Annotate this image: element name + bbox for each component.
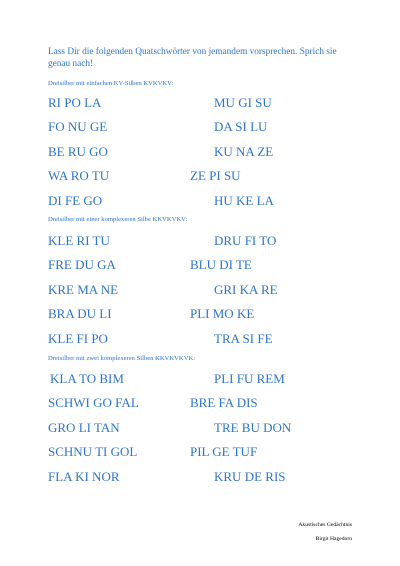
nonsense-word: PIL GE TUF xyxy=(190,444,258,459)
word-row xyxy=(0,95,400,113)
word-row xyxy=(0,282,400,300)
nonsense-word: RI PO LA xyxy=(48,95,102,110)
nonsense-word: PLI FU REM xyxy=(214,371,285,386)
nonsense-word: SCHWI GO FAL xyxy=(48,395,139,410)
nonsense-word: GRO LI TAN xyxy=(48,420,120,435)
nonsense-word: BE RU GO xyxy=(48,144,108,159)
word-row xyxy=(0,469,400,487)
nonsense-word: KLA TO BIM xyxy=(50,371,124,386)
word-row xyxy=(0,444,400,462)
word-row xyxy=(0,119,400,137)
nonsense-word: MU GI SU xyxy=(214,95,272,110)
nonsense-word: KU NA ZE xyxy=(214,144,274,159)
nonsense-word: PLI MO KE xyxy=(190,306,255,321)
nonsense-word: SCHNU TI GOL xyxy=(48,444,138,459)
nonsense-word: DI FE GO xyxy=(48,193,103,208)
word-row xyxy=(0,168,400,186)
word-row xyxy=(0,331,400,349)
instruction-text: Lass Dir die folgenden Quatschwörter von jemandem vorsprechen. Sprich sie genau nach! xyxy=(48,47,337,69)
nonsense-word: FLA KI NOR xyxy=(48,469,120,484)
nonsense-word: GRI KA RE xyxy=(214,282,278,297)
word-row xyxy=(0,257,400,275)
nonsense-word: KLE FI PO xyxy=(48,331,108,346)
footer-author: Birgit Hagedorn xyxy=(315,536,352,542)
section-label-simple: Dreisilber mit einfachen KV-Silben KVKVKV: xyxy=(48,80,174,87)
nonsense-word: DA SI LU xyxy=(214,119,268,134)
word-row xyxy=(0,306,400,324)
word-row xyxy=(0,144,400,162)
nonsense-word: KRE MA NE xyxy=(48,282,119,297)
word-row xyxy=(0,233,400,251)
nonsense-word: KLE RI TU xyxy=(48,233,110,248)
nonsense-word: HU KE LA xyxy=(214,193,274,208)
word-row xyxy=(0,193,400,211)
nonsense-word: DRU FI TO xyxy=(214,233,277,248)
nonsense-word: TRA SI FE xyxy=(214,331,273,346)
nonsense-word: BRE FA DIS xyxy=(190,395,258,410)
word-row xyxy=(0,371,400,389)
nonsense-word: TRE BU DON xyxy=(214,420,292,435)
footer-title: Akustisches Gedächtnis xyxy=(298,522,352,528)
nonsense-word: FRE DU GA xyxy=(48,257,116,272)
section-label-two-complex: Dreisilber mit zwei komplexeren Silben KKVKVKVK: xyxy=(48,355,196,362)
nonsense-word: BRA DU LI xyxy=(48,306,112,321)
nonsense-word: FO NU GE xyxy=(48,119,108,134)
nonsense-word: ZE PI SU xyxy=(190,168,241,183)
word-row xyxy=(0,395,400,413)
nonsense-word: KRU DE RIS xyxy=(214,469,286,484)
word-row xyxy=(0,420,400,438)
nonsense-word: BLU DI TE xyxy=(190,257,252,272)
nonsense-word: WA RO TU xyxy=(48,168,110,183)
section-label-one-complex: Dreisilber mit einer komplexeren Silbe KKVKVKV: xyxy=(48,216,188,223)
